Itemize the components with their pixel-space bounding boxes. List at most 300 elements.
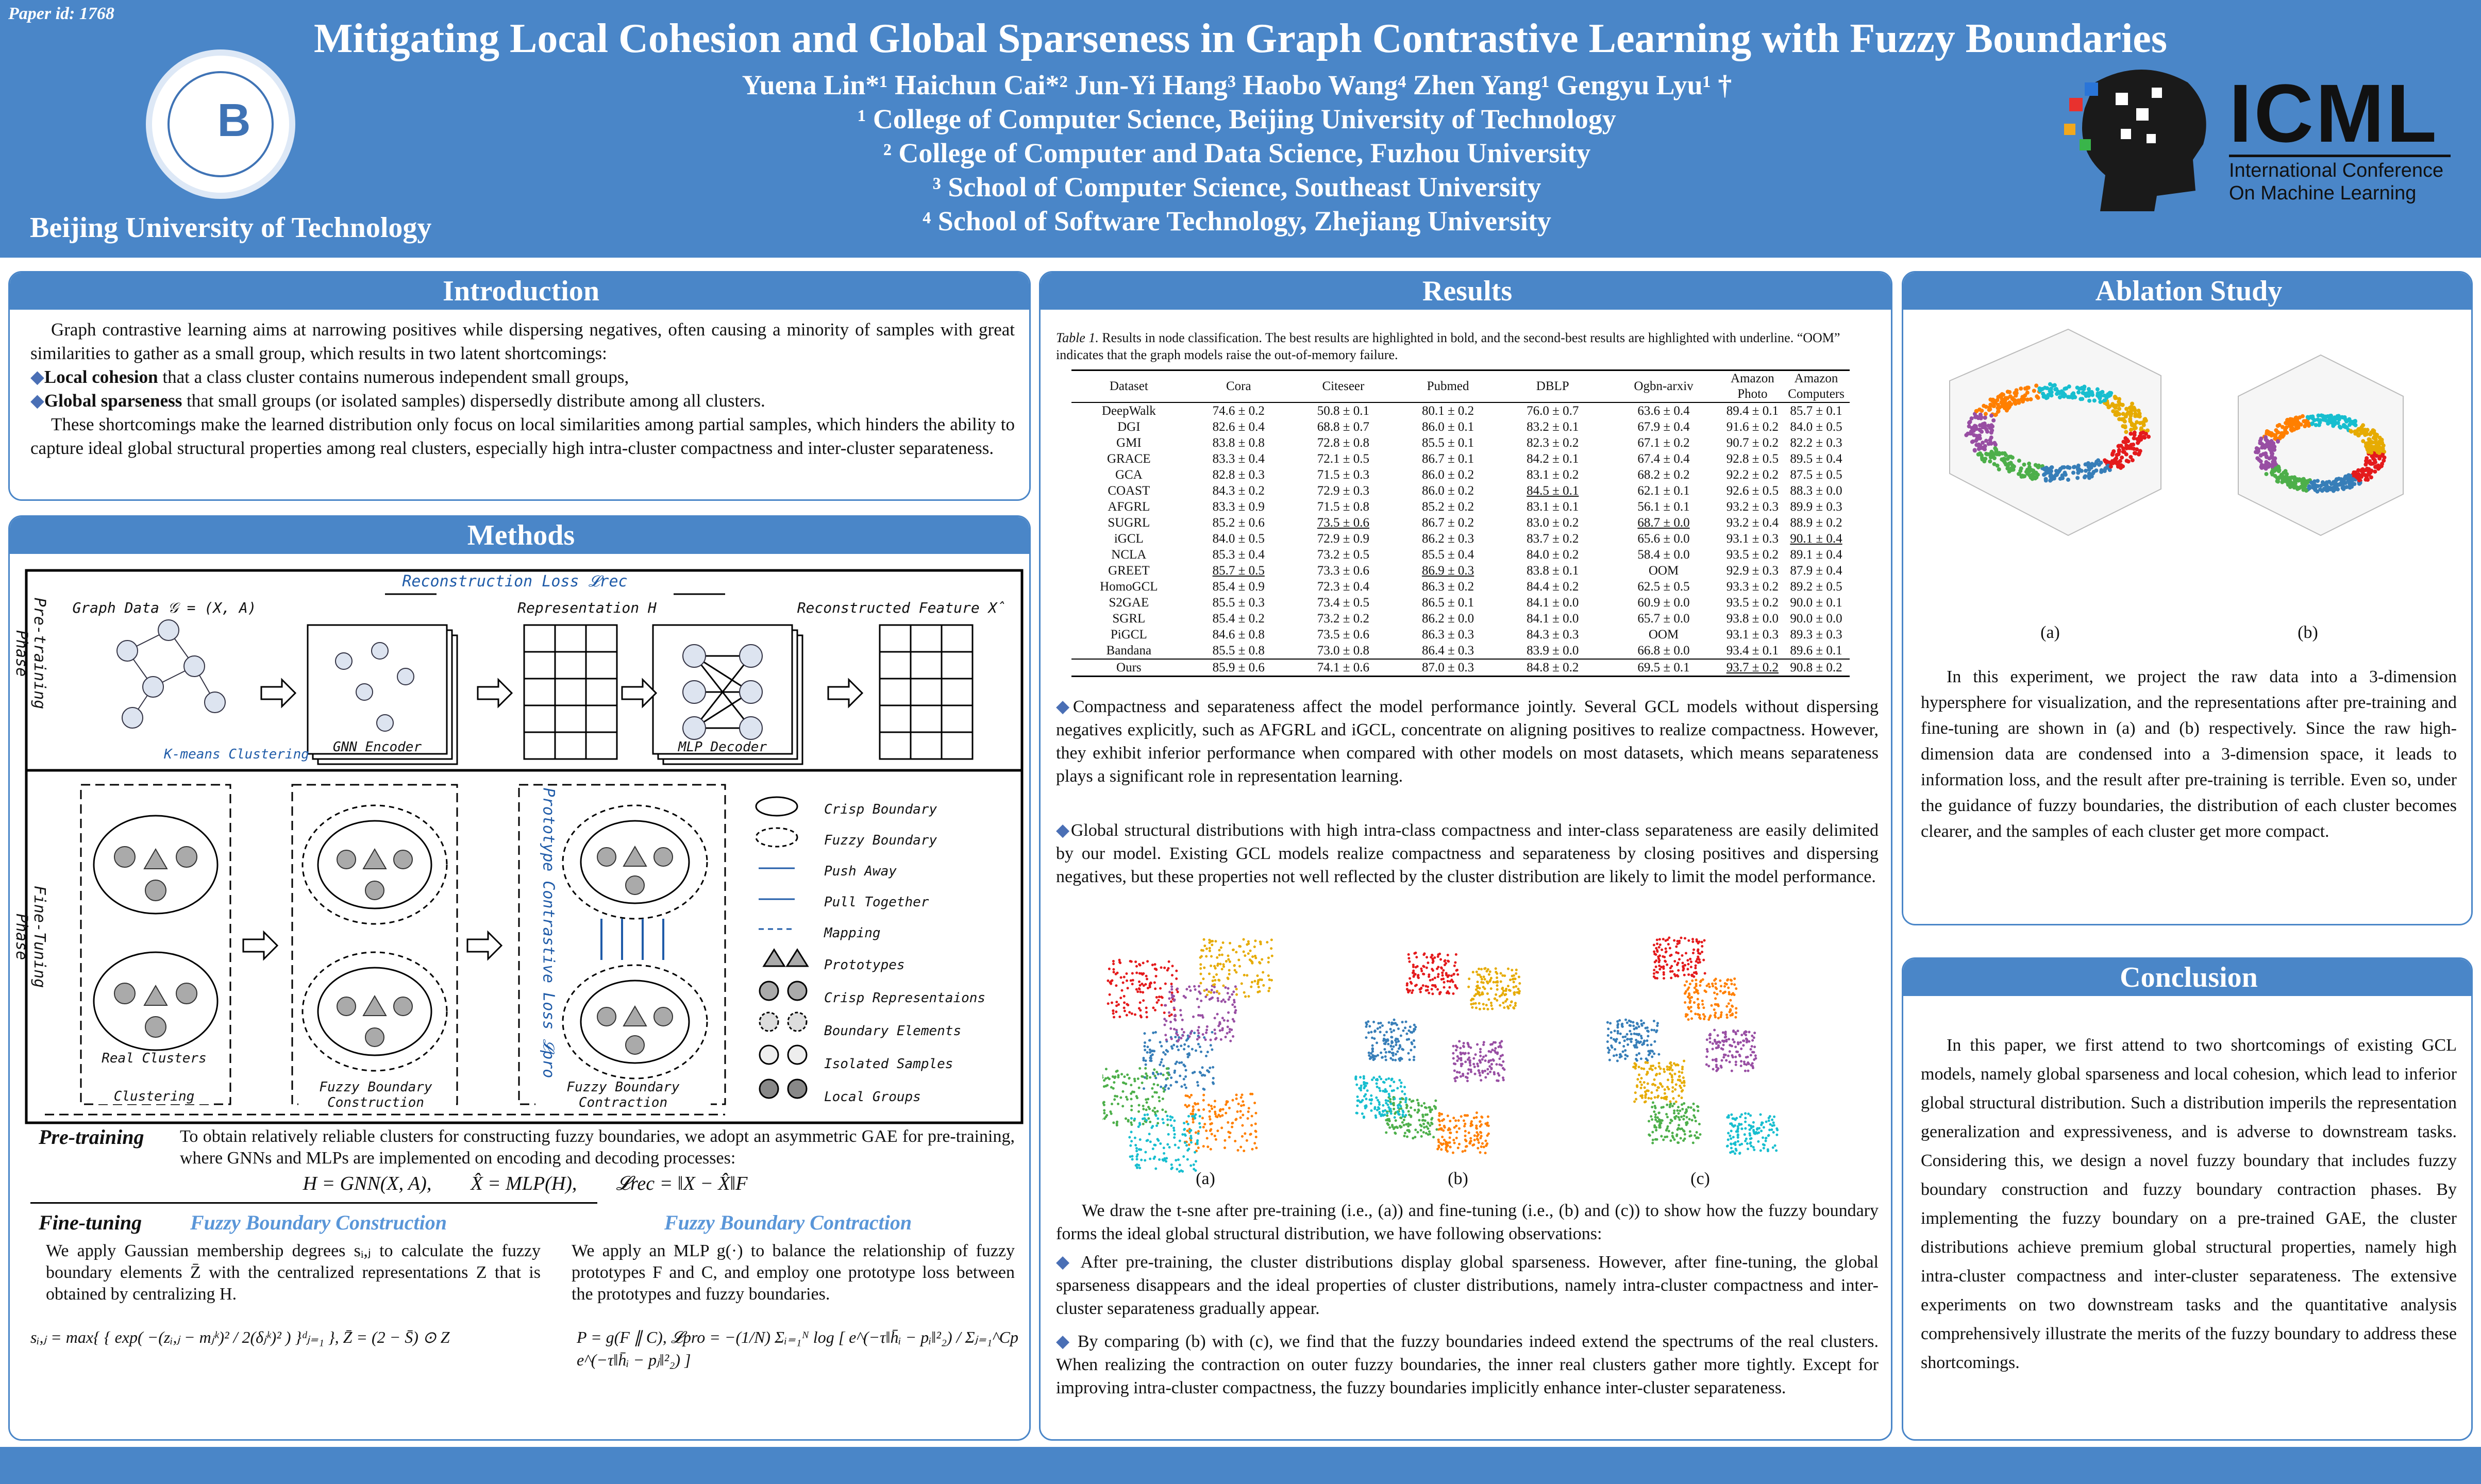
tsne-point: [1255, 1146, 1258, 1149]
sphere-point: [2087, 399, 2091, 403]
score-cell: 85.5 ± 0.1: [1421, 436, 1474, 450]
tsne-point: [1606, 1021, 1609, 1024]
tsne-point: [1653, 1040, 1656, 1043]
tsne-point: [1128, 1077, 1130, 1080]
tsne-point: [1635, 1026, 1637, 1029]
score-cell: 93.2 ± 0.4: [1726, 516, 1779, 530]
tsne-point: [1136, 1166, 1138, 1169]
tsne-point: [1239, 1145, 1242, 1148]
sphere-point: [2138, 421, 2142, 425]
score-cell: 89.6 ± 0.1: [1790, 644, 1842, 657]
tsne-point: [1243, 1150, 1245, 1152]
tsne-point: [1188, 1143, 1191, 1146]
tsne-point: [1389, 1028, 1392, 1031]
tsne-point: [1723, 991, 1725, 994]
tsne-point: [1487, 998, 1490, 1001]
tsne-point: [1669, 947, 1671, 950]
tsne-point: [1221, 1027, 1224, 1030]
tsne-point: [1708, 1037, 1711, 1039]
tsne-point: [1683, 1084, 1686, 1087]
tsne-point: [1730, 1129, 1733, 1132]
tsne-point: [1707, 1065, 1710, 1067]
legend-push-away: Push Away: [824, 864, 897, 879]
tsne-point: [1218, 954, 1221, 956]
tsne-point: [1202, 1126, 1205, 1128]
tsne-point: [1400, 1035, 1402, 1037]
tsne-point: [1728, 991, 1730, 993]
sphere-point: [2133, 433, 2137, 437]
sphere-point: [1989, 423, 1993, 427]
tsne-point: [1495, 967, 1497, 970]
tsne-point: [1482, 1003, 1485, 1005]
sphere-point: [2042, 473, 2046, 477]
tsne-point: [1210, 1128, 1212, 1131]
tsne-point: [1420, 1125, 1423, 1127]
tsne-point: [1460, 1075, 1462, 1078]
sphere-point: [2259, 436, 2263, 441]
tsne-point: [1685, 1116, 1688, 1119]
tsne-point: [1655, 1126, 1657, 1129]
score-cell: 58.4 ± 0.0: [1637, 548, 1690, 562]
tsne-point: [1673, 939, 1675, 942]
tsne-point: [1476, 971, 1478, 973]
tsne-point: [1716, 993, 1718, 996]
tsne-point: [1667, 1125, 1669, 1128]
tsne-point: [1729, 999, 1732, 1002]
tsne-point: [1445, 972, 1448, 974]
tsne-point: [1176, 987, 1179, 990]
tsne-point: [1432, 984, 1435, 987]
tsne-point: [1199, 1126, 1201, 1128]
tsne-point: [1621, 1023, 1623, 1026]
score-cell: 82.2 ± 0.3: [1790, 436, 1842, 450]
tsne-point: [1775, 1127, 1778, 1130]
tsne-point: [1480, 975, 1482, 978]
tsne-point: [1385, 1131, 1387, 1134]
tsne-point: [1663, 1068, 1665, 1070]
tsne-point: [1432, 962, 1434, 964]
sphere-point: [2117, 444, 2121, 448]
tsne-point: [1730, 1122, 1733, 1125]
tsne-point: [1455, 1049, 1457, 1051]
tsne-point: [1222, 963, 1225, 966]
tsne-point: [1267, 990, 1270, 992]
tsne-point: [1502, 1002, 1504, 1004]
tsne-point: [1469, 1064, 1471, 1067]
tsne-point: [1690, 1017, 1693, 1020]
tsne-point: [1458, 1143, 1461, 1145]
tsne-point: [1211, 1133, 1213, 1135]
tsne-point: [1116, 1070, 1119, 1072]
tsne-point: [1727, 1132, 1730, 1135]
score-cell: 87.0 ± 0.3: [1421, 661, 1474, 674]
tsne-point: [1424, 1114, 1427, 1116]
tsne-point: [1414, 1109, 1416, 1111]
tsne-point: [1701, 1003, 1704, 1006]
tsne-point: [1217, 1000, 1219, 1002]
table-row: [1071, 643, 1850, 659]
tsne-point: [1478, 1072, 1481, 1074]
sphere-point: [2354, 429, 2358, 433]
tsne-point: [1109, 993, 1111, 996]
dataset-cell: iGCL: [1114, 532, 1144, 546]
tsne-point: [1200, 949, 1203, 952]
tsne-point: [1682, 1118, 1685, 1120]
score-cell: 93.8 ± 0.0: [1726, 612, 1779, 626]
tsne-point: [1657, 1094, 1659, 1097]
score-cell: 83.1 ± 0.1: [1527, 500, 1579, 514]
tsne-point: [1233, 999, 1235, 1001]
tsne-point: [1226, 1032, 1229, 1035]
score-cell: OOM: [1648, 564, 1679, 578]
tsne-point: [1203, 945, 1206, 947]
tsne-point: [1510, 1001, 1513, 1003]
tsne-point: [1714, 997, 1717, 1000]
score-cell: 73.2 ± 0.5: [1317, 548, 1370, 562]
tsne-point: [1645, 1061, 1647, 1064]
tsne-point: [1486, 1008, 1489, 1010]
tsne-point: [1698, 1014, 1701, 1016]
tsne-point: [1665, 1129, 1668, 1132]
sphere-point: [2104, 466, 2108, 470]
tsne-point: [1479, 1120, 1481, 1123]
poster-footer: [0, 1447, 2481, 1484]
tsne-point: [1735, 1051, 1738, 1053]
tsne-point: [1614, 1030, 1616, 1032]
tsne-point: [1210, 955, 1213, 957]
tsne-point: [1234, 1011, 1236, 1014]
sphere-point: [1978, 451, 1982, 456]
score-cell: 92.9 ± 0.3: [1726, 564, 1779, 578]
tsne-point: [1160, 1045, 1163, 1048]
tsne-point: [1399, 1101, 1402, 1103]
tsne-point: [1429, 1124, 1431, 1127]
table-row: [1071, 547, 1850, 563]
tsne-point: [1383, 1114, 1386, 1116]
tsne-point: [1478, 1141, 1480, 1144]
tsne-point: [1655, 1073, 1658, 1075]
membership-equation: sᵢ,ⱼ = max{ { exp( −(zᵢ,ⱼ − mⱼᵏ)² / 2(δⱼᵏ)² ) }ᵈⱼ₌₁ }, Z̄ = (2 − S̄) ⊙ Z: [30, 1328, 450, 1346]
introduction-panel: [8, 271, 1031, 501]
university-seal-logo: B: [146, 49, 295, 199]
tsne-point: [1719, 990, 1722, 992]
tsne-point: [1671, 1078, 1674, 1081]
tsne-point: [1400, 1107, 1402, 1110]
sphere-point: [1973, 448, 1977, 452]
tsne-point: [1486, 1068, 1489, 1071]
reconstruction-loss-label: Reconstruction Loss 𝓛rec: [402, 572, 628, 591]
tsne-point: [1720, 1065, 1722, 1067]
tsne-point: [1242, 1114, 1244, 1116]
tsne-point: [1361, 1112, 1364, 1115]
tsne-point: [1227, 1121, 1229, 1124]
tsne-point: [1749, 1138, 1752, 1140]
tsne-point: [1655, 947, 1657, 950]
tsne-point: [1703, 1015, 1706, 1018]
tsne-point: [1716, 1041, 1719, 1043]
tsne-point: [1385, 1099, 1387, 1102]
tsne-point: [1389, 1045, 1392, 1048]
tsne-point: [1774, 1144, 1776, 1147]
sphere-point: [2100, 468, 2104, 473]
tsne-point: [1487, 1124, 1490, 1127]
tsne-point: [1664, 1088, 1666, 1091]
sphere-point: [2081, 391, 2085, 395]
tsne-point: [1187, 1115, 1190, 1118]
tsne-point: [1202, 1099, 1205, 1102]
table-caption: Table 1. Results in node classification. The best results are highlighted in bold, and the second-best results are highlighted with underline. “OOM” indicates that the graph models raise the out-of-memory failure.: [1056, 330, 1840, 362]
tsne-point: [1121, 1105, 1124, 1107]
tsne-point: [1667, 943, 1670, 946]
tsne-point: [1763, 1144, 1766, 1146]
tsne-point: [1205, 1055, 1208, 1057]
tsne-point: [1714, 1014, 1716, 1017]
tsne-point: [1624, 1049, 1627, 1052]
tsne-point: [1235, 988, 1238, 990]
sphere-point: [2365, 456, 2369, 460]
tsne-point: [1708, 986, 1711, 988]
tsne-point: [1663, 977, 1665, 980]
sphere-point: [2084, 462, 2088, 466]
tsne-point: [1691, 980, 1694, 982]
tsne-point: [1228, 969, 1231, 972]
tsne-point: [1422, 1119, 1424, 1121]
tsne-point: [1390, 1021, 1393, 1024]
tsne-point: [1159, 1064, 1161, 1066]
sphere-point: [2381, 446, 2385, 450]
tsne-point: [1691, 938, 1694, 940]
tsne-point: [1642, 1042, 1645, 1045]
results-bullet-3: ◆ After pre-training, the cluster distributions display global sparseness. However, after fine-tuning, the global sparseness disappears and the ideal properties of cluster distributions, namely intra-cluster compactness and inter-cluster separateness gradually appear.: [1056, 1253, 1879, 1318]
tsne-point: [1212, 984, 1215, 986]
sphere-point: [1988, 459, 1992, 463]
sphere-point: [2048, 479, 2052, 483]
tsne-point: [1135, 1155, 1138, 1158]
sphere-point: [2341, 487, 2345, 491]
tsne-point: [1209, 1110, 1211, 1112]
tsne-point: [1685, 1108, 1688, 1111]
sphere-point: [2117, 407, 2121, 411]
tsne-point: [1194, 1102, 1196, 1105]
sphere-point: [2300, 478, 2304, 482]
tsne-point: [1131, 1090, 1134, 1093]
tsne-point: [1515, 985, 1517, 988]
sphere-point: [2087, 471, 2091, 476]
tsne-point: [1400, 1085, 1402, 1088]
tsne-point: [1624, 1054, 1627, 1056]
tsne-point: [1391, 1090, 1394, 1092]
score-cell: 88.3 ± 0.0: [1790, 484, 1842, 498]
tsne-point: [1495, 993, 1497, 996]
tsne-point: [1723, 1040, 1725, 1042]
tsne-point: [1763, 1126, 1765, 1128]
tsne-point: [1750, 1064, 1752, 1067]
tsne-point: [1673, 973, 1676, 975]
tsne-point: [1355, 1111, 1358, 1114]
sphere-point: [1984, 412, 1988, 416]
tsne-point: [1214, 1135, 1216, 1137]
tsne-point: [1206, 1025, 1209, 1028]
tsne-point: [1148, 1039, 1151, 1042]
tsne-point: [1185, 988, 1188, 990]
tsne-point: [1724, 1036, 1727, 1038]
sphere-point: [2128, 432, 2133, 436]
tsne-point: [1730, 1137, 1732, 1140]
tsne-point: [1712, 1042, 1714, 1045]
tsne-point: [1775, 1134, 1778, 1136]
score-cell: 84.6 ± 0.8: [1212, 628, 1265, 642]
tsne-point: [1671, 1081, 1673, 1084]
tsne-point: [1247, 940, 1250, 943]
tsne-point: [1211, 1107, 1213, 1110]
tsne-point: [1515, 972, 1517, 975]
tsne-point: [1117, 1076, 1119, 1078]
tsne-point: [1187, 1045, 1190, 1048]
tsne-point: [1708, 1016, 1711, 1019]
tsne-point: [1213, 976, 1215, 979]
tsne-point: [1714, 983, 1717, 985]
sphere-point: [2066, 395, 2070, 399]
score-cell: 73.5 ± 0.6: [1317, 516, 1370, 530]
sphere-point: [2080, 397, 2084, 401]
sphere-point: [1991, 418, 1996, 423]
sphere-point: [2066, 478, 2070, 482]
tsne-point: [1441, 971, 1444, 974]
sphere-point: [2283, 479, 2287, 483]
sphere-point: [1973, 415, 1977, 419]
tsne-point: [1646, 1089, 1649, 1092]
tsne-point: [1414, 1026, 1417, 1028]
tsne-point: [1480, 981, 1483, 984]
tsne-point: [1744, 1121, 1747, 1123]
tsne-point: [1480, 968, 1483, 970]
tsne-point: [1130, 1105, 1133, 1107]
tsne-point: [1738, 1054, 1741, 1056]
tsne-point: [1662, 938, 1665, 940]
score-cell: 83.0 ± 0.2: [1527, 516, 1579, 530]
tsne-point: [1103, 1085, 1105, 1088]
tsne-point: [1473, 1117, 1476, 1119]
3d-sphere-plots: [1919, 319, 2465, 587]
score-cell: 67.4 ± 0.4: [1637, 452, 1690, 466]
tsne-point: [1131, 1158, 1134, 1160]
tsne-point: [1681, 1097, 1683, 1099]
tsne-point: [1243, 974, 1246, 976]
tsne-point: [1767, 1134, 1770, 1137]
tsne-point: [1739, 1041, 1742, 1043]
tsne-point: [1642, 1068, 1645, 1070]
tsne-point: [1485, 1144, 1487, 1147]
tsne-point: [1666, 964, 1668, 966]
tsne-point: [1633, 1062, 1636, 1065]
tsne-point: [1420, 1135, 1423, 1138]
tsne-point: [1188, 1130, 1191, 1133]
tsne-point: [1407, 1110, 1410, 1112]
tsne-point: [1160, 1086, 1162, 1088]
tsne-point: [1486, 992, 1489, 995]
score-cell: 83.8 ± 0.8: [1212, 436, 1265, 450]
tsne-point: [1198, 990, 1200, 993]
score-cell: 71.5 ± 0.3: [1317, 468, 1370, 482]
tsne-point: [1405, 1123, 1407, 1126]
sphere-point: [2124, 407, 2128, 411]
tsne-point: [1267, 961, 1270, 964]
tsne-point: [1768, 1128, 1771, 1131]
tsne-point: [1130, 1117, 1133, 1120]
sphere-point: [2255, 456, 2259, 460]
tsne-point: [1194, 1114, 1197, 1116]
sphere-point: [2295, 487, 2300, 491]
sphere-point: [2290, 419, 2294, 424]
tsne-point: [1143, 1087, 1145, 1090]
sphere-point: [2019, 466, 2023, 470]
tsne-point: [1109, 981, 1111, 984]
tsne-point: [1216, 1129, 1219, 1132]
tsne-point: [1102, 1076, 1103, 1079]
tsne-point: [1247, 952, 1250, 955]
tsne-point: [1193, 1163, 1195, 1166]
tsne-point: [1170, 1045, 1173, 1048]
score-cell: 83.3 ± 0.4: [1212, 452, 1265, 466]
tsne-point: [1193, 1032, 1196, 1034]
tsne-point: [1127, 987, 1129, 989]
sphere-point: [2117, 449, 2121, 453]
tsne-point: [1496, 984, 1498, 987]
tsne-point: [1154, 1111, 1156, 1114]
tsne-point: [1750, 1145, 1753, 1148]
tsne-point: [1622, 1036, 1624, 1038]
tsne-point: [1472, 1143, 1475, 1146]
table-row: [1071, 451, 1850, 467]
tsne-point: [1192, 1110, 1194, 1112]
tsne-point: [1213, 991, 1215, 994]
tsne-point: [1425, 989, 1428, 992]
tsne-point: [1105, 1114, 1108, 1117]
tsne-point: [1431, 1117, 1433, 1119]
tsne-point: [1640, 1067, 1643, 1070]
tsne-point: [1214, 1110, 1216, 1113]
tsne-point: [1740, 1065, 1742, 1067]
tsne-point: [1690, 1134, 1692, 1137]
tsne-point: [1393, 1019, 1396, 1021]
score-cell: 89.1 ± 0.4: [1790, 548, 1842, 562]
tsne-point: [1511, 969, 1513, 971]
tsne-point: [1366, 1082, 1368, 1085]
tsne-point: [1401, 1109, 1404, 1112]
tsne-point: [1640, 1019, 1642, 1022]
tsne-point: [1393, 1104, 1395, 1106]
tsne-point: [1138, 987, 1141, 990]
tsne-point: [1202, 1094, 1205, 1097]
tsne-point: [1170, 1014, 1173, 1016]
tsne-point: [1653, 1110, 1655, 1113]
tsne-point: [1475, 1126, 1478, 1129]
tsne-point: [1174, 1071, 1176, 1074]
tsne-point: [1404, 1114, 1407, 1117]
tsne-point: [1699, 1133, 1701, 1136]
tsne-point: [1135, 965, 1138, 968]
tsne-point: [1462, 1073, 1464, 1075]
tsne-point: [1644, 1086, 1646, 1089]
tsne-point: [1166, 1118, 1169, 1121]
tsne-point: [1752, 1129, 1755, 1132]
tsne-point: [1482, 1043, 1485, 1046]
tsne-point: [1161, 1108, 1164, 1111]
tsne-point: [1672, 1097, 1674, 1100]
tsne-point: [1694, 967, 1697, 969]
tsne-point: [1489, 1071, 1491, 1073]
tsne-point: [1197, 1132, 1200, 1135]
